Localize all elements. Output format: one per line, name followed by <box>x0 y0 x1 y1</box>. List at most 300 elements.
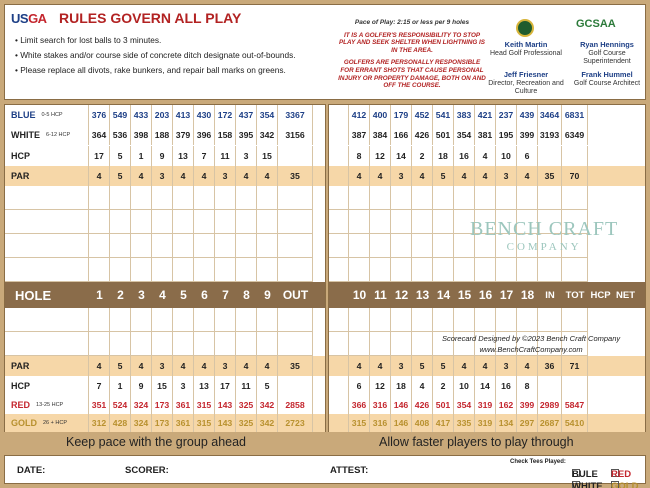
red-row <box>5 396 325 414</box>
value-cell: 4 <box>517 356 538 376</box>
score-cell[interactable] <box>562 258 588 282</box>
gcsaa-logo: GCSAA <box>576 18 616 30</box>
pace-of-play: Pace of Play: 2:15 or less per 9 holes <box>354 19 470 26</box>
value-cell: 342 <box>257 125 278 145</box>
scorer-field[interactable]: SCORER: <box>125 465 169 476</box>
score-entry-row[interactable] <box>329 258 645 282</box>
value-cell: 18 <box>433 146 454 166</box>
score-cell[interactable] <box>215 234 236 258</box>
value-cell <box>562 376 588 396</box>
value-cell: 6 <box>517 146 538 166</box>
white-row <box>5 125 325 145</box>
score-entry-row[interactable] <box>5 332 325 356</box>
design-credit: Scorecard Designed by ©2023 Bench Craft Company www.BenchCraftCompany.com <box>442 334 621 354</box>
value-cell: 18 <box>391 376 412 396</box>
score-cell[interactable] <box>152 258 173 282</box>
value-cell: 7 <box>89 376 110 396</box>
score-cell[interactable] <box>370 210 391 234</box>
score-cell[interactable] <box>349 308 370 332</box>
score-entry-row[interactable] <box>5 308 325 332</box>
value-cell: 417 <box>433 414 454 432</box>
divider-cell <box>329 258 349 282</box>
score-cell[interactable] <box>236 210 257 234</box>
score-cell[interactable] <box>538 186 562 210</box>
value-cell: 319 <box>475 414 496 432</box>
value-cell: 5 <box>257 376 278 396</box>
score-cell[interactable] <box>173 258 194 282</box>
score-cell[interactable] <box>89 210 110 234</box>
score-cell[interactable] <box>454 258 475 282</box>
value-cell: 421 <box>475 105 496 125</box>
value-cell: 3 <box>236 146 257 166</box>
value-cell: 4 <box>475 146 496 166</box>
value-cell: 312 <box>89 414 110 432</box>
score-cell[interactable] <box>152 308 173 332</box>
score-cell[interactable] <box>173 332 194 356</box>
value-cell: 10 <box>454 376 475 396</box>
score-cell[interactable] <box>433 308 454 332</box>
value-cell: 4 <box>236 356 257 376</box>
score-cell[interactable] <box>257 210 278 234</box>
pace-message: Keep pace with the group ahead <box>66 435 246 449</box>
value-cell: 4 <box>370 356 391 376</box>
divider-cell <box>329 414 349 432</box>
score-cell[interactable] <box>89 234 110 258</box>
value-cell: 71 <box>562 356 588 376</box>
score-cell[interactable] <box>538 308 562 332</box>
value-cell: 17 <box>215 376 236 396</box>
score-cell[interactable] <box>236 258 257 282</box>
value-cell: 342 <box>257 396 278 414</box>
divider-cell <box>329 166 349 186</box>
value-cell: 143 <box>215 414 236 432</box>
value-cell: 5 <box>433 356 454 376</box>
value-cell: 324 <box>131 396 152 414</box>
score-cell[interactable] <box>110 234 131 258</box>
score-cell[interactable] <box>475 308 496 332</box>
score-cell[interactable] <box>110 258 131 282</box>
row-label: PAR <box>5 166 89 186</box>
score-cell[interactable] <box>278 234 313 258</box>
staff-entry: Frank Hummel Golf Course Architect <box>573 70 641 87</box>
club-seal-icon <box>516 19 534 37</box>
value-cell: 10 <box>352 288 367 302</box>
score-cell[interactable] <box>215 210 236 234</box>
value-cell: 173 <box>152 414 173 432</box>
value-cell: 4 <box>257 166 278 186</box>
divider-cell <box>329 376 349 396</box>
score-cell[interactable] <box>215 332 236 356</box>
value-cell: 366 <box>349 396 370 414</box>
value-cell: 16 <box>496 376 517 396</box>
value-cell: 4 <box>349 356 370 376</box>
value-cell: 4 <box>89 356 110 376</box>
score-cell[interactable] <box>236 308 257 332</box>
value-cell: 316 <box>370 414 391 432</box>
score-cell[interactable] <box>89 332 110 356</box>
value-cell <box>538 376 562 396</box>
hole-row <box>5 282 325 308</box>
score-cell[interactable] <box>412 186 433 210</box>
value-cell: 5 <box>110 356 131 376</box>
value-cell: 158 <box>215 125 236 145</box>
score-cell[interactable] <box>131 308 152 332</box>
score-cell[interactable] <box>215 308 236 332</box>
rule-item: • Limit search for lost balls to 3 minutes. <box>15 33 345 48</box>
score-entry-row[interactable] <box>329 186 645 210</box>
score-cell[interactable] <box>152 332 173 356</box>
score-cell[interactable] <box>131 234 152 258</box>
row-label: HCP <box>5 376 89 396</box>
value-cell: 2687 <box>538 414 562 432</box>
value-cell: 15 <box>152 376 173 396</box>
score-cell[interactable] <box>370 308 391 332</box>
score-cell[interactable] <box>538 258 562 282</box>
value-cell: NET <box>616 289 635 301</box>
blue-row <box>329 105 645 125</box>
value-cell: 3 <box>215 166 236 186</box>
score-cell[interactable] <box>278 308 313 332</box>
score-cell[interactable] <box>433 186 454 210</box>
score-cell[interactable] <box>89 308 110 332</box>
score-cell[interactable] <box>131 210 152 234</box>
value-cell: 413 <box>173 105 194 125</box>
score-cell[interactable] <box>152 210 173 234</box>
signature-footer: DATE: SCORER: ATTEST: Check Tees Played: BULE RED WHITE GOLD <box>4 455 646 484</box>
divider-cell <box>329 396 349 414</box>
value-cell: 400 <box>370 105 391 125</box>
score-cell[interactable] <box>412 210 433 234</box>
score-cell[interactable] <box>475 258 496 282</box>
value-cell: 4 <box>131 356 152 376</box>
row-label <box>5 234 89 258</box>
value-cell: 146 <box>391 414 412 432</box>
score-cell[interactable] <box>391 234 412 258</box>
score-cell[interactable] <box>215 258 236 282</box>
score-cell[interactable] <box>391 332 412 356</box>
value-cell: 5 <box>412 356 433 376</box>
score-cell[interactable] <box>194 332 215 356</box>
score-cell[interactable] <box>370 258 391 282</box>
score-cell[interactable] <box>257 308 278 332</box>
value-cell: 4 <box>194 166 215 186</box>
value-cell: 4 <box>159 288 166 302</box>
liability-notice: GOLFERS ARE PERSONALLY RESPONSIBLE FOR ERRANT SHOTS THAT CAUSE PERSONAL INJURY OR PROPERTY DAMAGE, BOTH ON AND OFF THE COURSE. <box>338 59 486 90</box>
score-cell[interactable] <box>454 186 475 210</box>
value-cell: 4 <box>236 166 257 186</box>
value-cell: 4 <box>475 166 496 186</box>
value-cell: 3464 <box>538 105 562 125</box>
value-cell: 5847 <box>562 396 588 414</box>
value-cell: 35 <box>538 166 562 186</box>
score-cell[interactable] <box>433 234 454 258</box>
value-cell: 11 <box>215 146 236 166</box>
score-cell[interactable] <box>257 332 278 356</box>
value-cell: 15 <box>257 146 278 166</box>
value-cell: 36 <box>538 356 562 376</box>
score-cell[interactable] <box>433 258 454 282</box>
score-cell[interactable] <box>349 332 370 356</box>
value-cell: 379 <box>173 125 194 145</box>
value-cell: 335 <box>454 414 475 432</box>
score-cell[interactable] <box>152 186 173 210</box>
value-cell: 1 <box>96 288 103 302</box>
value-cell: 408 <box>412 414 433 432</box>
score-cell[interactable] <box>517 186 538 210</box>
value-cell: 2 <box>117 288 124 302</box>
value-cell: 412 <box>349 105 370 125</box>
value-cell: 361 <box>173 414 194 432</box>
staff-entry: Ryan Hennings Golf Course Superintendent <box>580 40 634 65</box>
score-entry-row[interactable] <box>329 308 645 332</box>
value-cell: 6 <box>201 288 208 302</box>
value-cell: 11 <box>236 376 257 396</box>
row-label <box>5 186 89 210</box>
value-cell: 5 <box>110 146 131 166</box>
score-cell[interactable] <box>391 210 412 234</box>
value-cell: IN <box>545 289 555 301</box>
score-cell[interactable] <box>433 210 454 234</box>
value-cell: 237 <box>496 105 517 125</box>
divider-cell <box>329 282 349 308</box>
hcp-row <box>329 146 645 166</box>
divider-cell <box>329 210 349 234</box>
value-cell: 376 <box>89 105 110 125</box>
value-cell: 398 <box>131 125 152 145</box>
value-cell: 188 <box>152 125 173 145</box>
score-cell[interactable] <box>496 308 517 332</box>
score-cell[interactable] <box>110 186 131 210</box>
value-cell: 14 <box>391 146 412 166</box>
score-cell[interactable] <box>89 186 110 210</box>
value-cell: 203 <box>152 105 173 125</box>
value-cell: 8 <box>243 288 250 302</box>
value-cell: 9 <box>152 146 173 166</box>
value-cell: 439 <box>517 105 538 125</box>
score-cell[interactable] <box>257 258 278 282</box>
divider-cell <box>329 105 349 125</box>
score-entry-row[interactable] <box>5 186 325 210</box>
score-cell[interactable] <box>562 186 588 210</box>
score-cell[interactable] <box>110 332 131 356</box>
score-cell[interactable] <box>391 258 412 282</box>
courtesy-message: Allow faster players to play through <box>379 435 574 449</box>
score-cell[interactable] <box>370 186 391 210</box>
divider-cell <box>329 356 349 376</box>
par2-row <box>5 356 325 376</box>
row-label: GOLD 26 + HCP <box>5 414 89 432</box>
score-cell[interactable] <box>89 258 110 282</box>
score-cell[interactable] <box>278 258 313 282</box>
score-cell[interactable] <box>131 258 152 282</box>
value-cell: 7 <box>222 288 229 302</box>
value-cell: 4 <box>131 166 152 186</box>
score-entry-row[interactable] <box>5 234 325 258</box>
row-label: WHITE 6-12 HCP <box>5 125 89 145</box>
score-cell[interactable] <box>194 308 215 332</box>
score-cell[interactable] <box>131 186 152 210</box>
divider-cell <box>329 234 349 258</box>
score-cell[interactable] <box>236 332 257 356</box>
score-cell[interactable] <box>152 234 173 258</box>
score-cell[interactable] <box>194 210 215 234</box>
row-label <box>5 258 89 282</box>
score-cell[interactable] <box>110 308 131 332</box>
score-cell[interactable] <box>517 308 538 332</box>
score-cell[interactable] <box>194 234 215 258</box>
score-cell[interactable] <box>475 186 496 210</box>
score-cell[interactable] <box>110 210 131 234</box>
value-cell: 172 <box>215 105 236 125</box>
value-cell: 426 <box>412 125 433 145</box>
score-cell[interactable] <box>412 234 433 258</box>
value-cell: 134 <box>496 414 517 432</box>
value-cell: 501 <box>433 396 454 414</box>
value-cell: 16 <box>478 288 493 302</box>
row-label: RED 13-25 HCP <box>5 396 89 414</box>
white-row <box>329 125 645 145</box>
value-cell: 162 <box>496 396 517 414</box>
hcp-row <box>5 146 325 166</box>
value-cell: 13 <box>415 288 430 302</box>
staff-entry: Keith Martin Head Golf Professional <box>490 40 562 57</box>
score-cell[interactable] <box>349 210 370 234</box>
value-cell: 4 <box>475 356 496 376</box>
value-cell: 3 <box>391 356 412 376</box>
score-cell[interactable] <box>391 308 412 332</box>
value-cell: 4 <box>194 356 215 376</box>
score-cell[interactable] <box>370 234 391 258</box>
value-cell: 3 <box>173 376 194 396</box>
value-cell: 35 <box>278 166 313 186</box>
value-cell: 4 <box>173 356 194 376</box>
score-cell[interactable] <box>173 234 194 258</box>
value-cell: 383 <box>454 105 475 125</box>
row-label: HOLE <box>15 287 52 303</box>
score-cell[interactable] <box>370 332 391 356</box>
value-cell: 433 <box>131 105 152 125</box>
score-cell[interactable] <box>562 308 588 332</box>
value-cell: 5 <box>180 288 187 302</box>
score-entry-row[interactable] <box>5 210 325 234</box>
par2-row <box>329 356 645 376</box>
value-cell <box>278 146 313 166</box>
check-tees-label: Check Tees Played: <box>510 459 566 465</box>
value-cell: 6831 <box>562 105 588 125</box>
score-cell[interactable] <box>257 234 278 258</box>
value-cell: 35 <box>278 356 313 376</box>
value-cell: 14 <box>475 376 496 396</box>
score-cell[interactable] <box>412 258 433 282</box>
score-cell[interactable] <box>349 186 370 210</box>
hole-row <box>329 282 645 308</box>
value-cell: 354 <box>454 125 475 145</box>
score-entry-row[interactable] <box>5 258 325 282</box>
value-cell: 7 <box>194 146 215 166</box>
score-cell[interactable] <box>194 258 215 282</box>
score-cell[interactable] <box>257 186 278 210</box>
score-cell[interactable] <box>412 332 433 356</box>
value-cell: 381 <box>475 125 496 145</box>
score-cell[interactable] <box>496 186 517 210</box>
score-cell[interactable] <box>412 308 433 332</box>
value-cell: 549 <box>110 105 131 125</box>
rule-item: • Please replace all divots, rake bunkers, and repair ball marks on greens. <box>15 63 345 78</box>
value-cell: 430 <box>194 105 215 125</box>
row-label: PAR <box>5 356 89 376</box>
attest-field[interactable]: ATTEST: <box>330 465 369 476</box>
hcp2-row <box>5 376 325 396</box>
value-cell: 426 <box>412 396 433 414</box>
divider-cell <box>329 186 349 210</box>
value-cell: 146 <box>391 396 412 414</box>
value-cell: 541 <box>433 105 454 125</box>
value-cell: 3 <box>215 356 236 376</box>
value-cell: 3367 <box>278 105 313 125</box>
value-cell: 452 <box>412 105 433 125</box>
value-cell: 2989 <box>538 396 562 414</box>
value-cell: 5410 <box>562 414 588 432</box>
value-cell: 536 <box>110 125 131 145</box>
value-cell: 297 <box>517 414 538 432</box>
pace-notice <box>337 19 487 90</box>
date-field[interactable]: DATE: <box>17 465 46 476</box>
value-cell: 5 <box>110 166 131 186</box>
value-cell: 2 <box>412 146 433 166</box>
score-cell[interactable] <box>517 258 538 282</box>
value-cell: 319 <box>475 396 496 414</box>
value-cell: 13 <box>194 376 215 396</box>
value-cell: 11 <box>374 288 387 302</box>
value-cell: 437 <box>236 105 257 125</box>
value-cell: 361 <box>173 396 194 414</box>
score-cell[interactable] <box>454 308 475 332</box>
score-cell[interactable] <box>131 332 152 356</box>
row-label: HCP <box>5 146 89 166</box>
score-cell[interactable] <box>349 234 370 258</box>
value-cell: 12 <box>370 376 391 396</box>
score-cell[interactable] <box>173 308 194 332</box>
score-cell[interactable] <box>236 234 257 258</box>
value-cell: 3156 <box>278 125 313 145</box>
value-cell: 10 <box>496 146 517 166</box>
local-rules <box>15 33 345 78</box>
value-cell: 428 <box>110 414 131 432</box>
score-cell[interactable] <box>278 210 313 234</box>
score-cell[interactable] <box>215 186 236 210</box>
value-cell: 399 <box>517 396 538 414</box>
value-cell: 395 <box>236 125 257 145</box>
value-cell: 1 <box>110 376 131 396</box>
score-cell[interactable] <box>236 186 257 210</box>
value-cell: 3193 <box>538 125 562 145</box>
score-cell[interactable] <box>173 186 194 210</box>
score-cell[interactable] <box>278 186 313 210</box>
score-cell[interactable] <box>278 332 313 356</box>
score-cell[interactable] <box>349 258 370 282</box>
score-cell[interactable] <box>391 186 412 210</box>
score-cell[interactable] <box>173 210 194 234</box>
value-cell: 315 <box>349 414 370 432</box>
goldrow-row <box>5 414 325 432</box>
value-cell: 4 <box>454 356 475 376</box>
score-cell[interactable] <box>194 186 215 210</box>
value-cell: 3 <box>152 166 173 186</box>
par-row <box>329 166 645 186</box>
value-cell <box>538 146 562 166</box>
score-cell[interactable] <box>496 258 517 282</box>
value-cell: 13 <box>173 146 194 166</box>
